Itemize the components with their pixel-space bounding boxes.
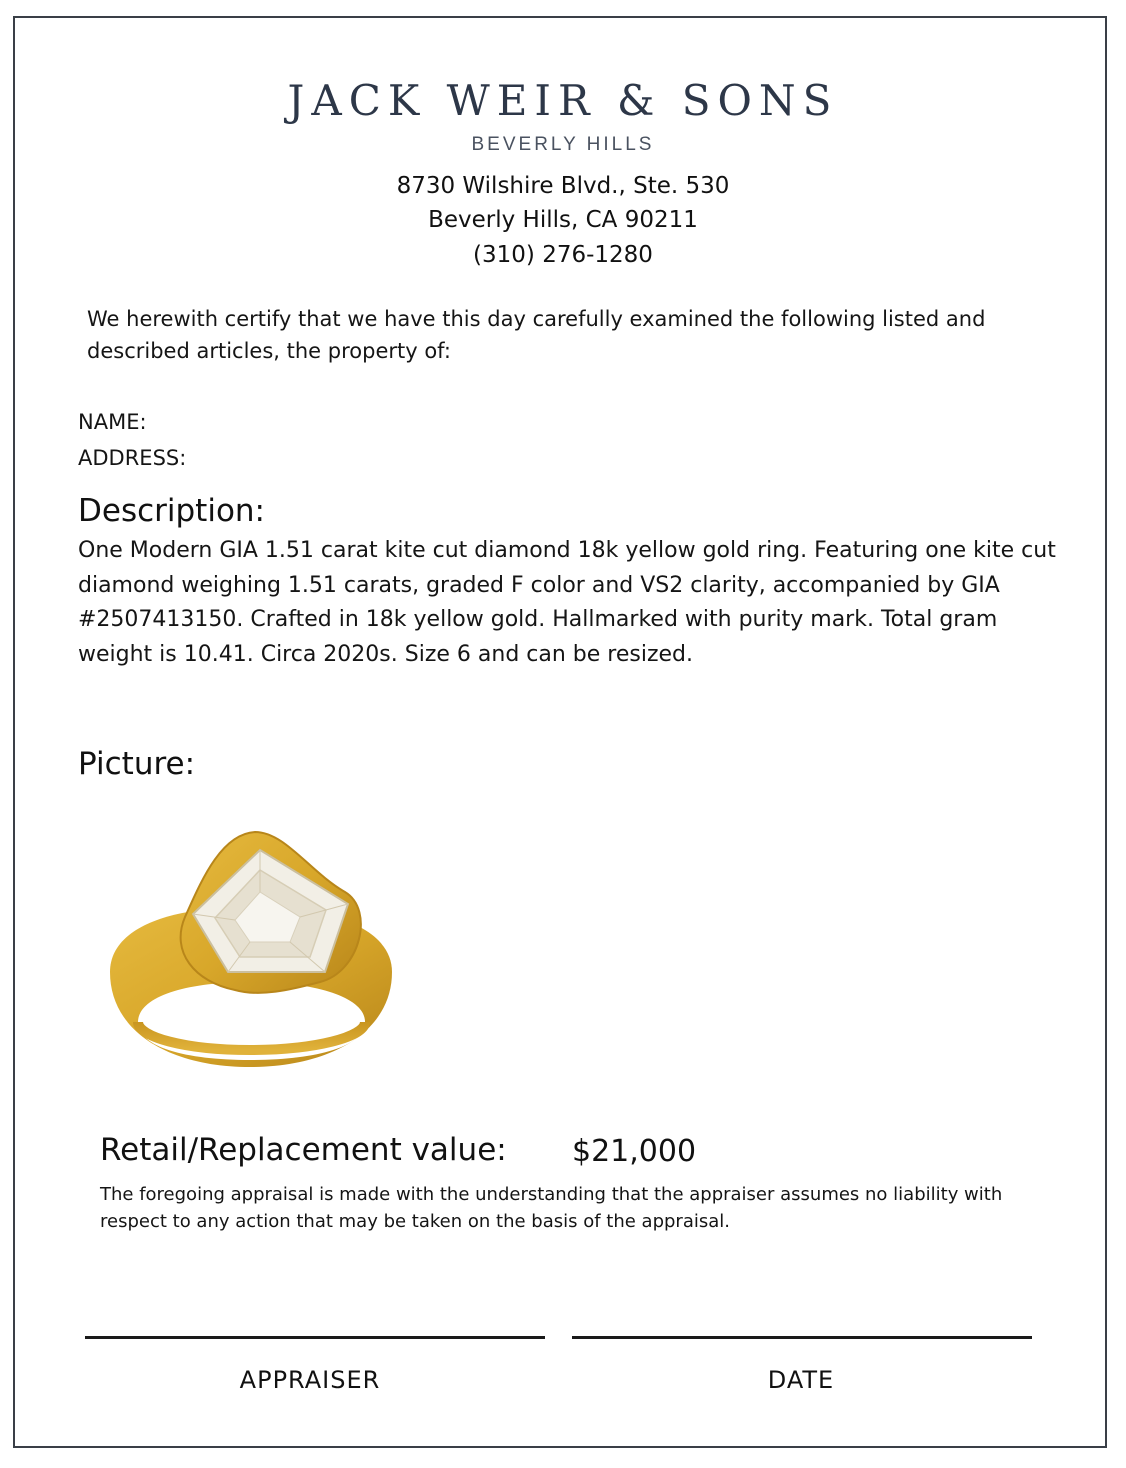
picture-heading: Picture: bbox=[78, 746, 196, 782]
date-label: DATE bbox=[767, 1366, 835, 1394]
name-label: NAME: bbox=[78, 410, 147, 434]
address-line-2: Beverly Hills, CA 90211 bbox=[428, 207, 698, 233]
appraisal-disclaimer: The foregoing appraisal is made with the understanding that the appraiser assumes no liability with respect to any action that may be taken on the basis of the appraisal. bbox=[100, 1184, 1003, 1232]
appraiser-signature-line bbox=[85, 1336, 545, 1339]
description-text: One Modern GIA 1.51 carat kite cut diamond 18k yellow gold ring. Featuring one kite cut diamond weighing 1.51 carats, graded F color and VS2 clarity, accompanied by GIA #2507413150. Crafted in 18k yellow gold. Hallmarked with purity mark. Total gram weight is 10.41. Circa 2020s. Size 6 and can be resized. bbox=[78, 538, 1056, 667]
address-label: ADDRESS: bbox=[78, 446, 187, 470]
date-signature-line bbox=[572, 1336, 1032, 1339]
ring-image bbox=[100, 822, 400, 1078]
certification-statement: We herewith certify that we have this day carefully examined the following listed and described articles, the property of: bbox=[87, 307, 986, 363]
brand-location: BEVERLY HILLS bbox=[471, 134, 655, 155]
description-heading: Description: bbox=[78, 493, 265, 529]
phone-number: (310) 276-1280 bbox=[473, 242, 653, 268]
address-line-1: 8730 Wilshire Blvd., Ste. 530 bbox=[396, 173, 730, 199]
retail-value-amount: $21,000 bbox=[572, 1134, 697, 1169]
appraiser-label: APPRAISER bbox=[239, 1366, 381, 1394]
brand-name: JACK WEIR & SONS bbox=[287, 76, 839, 125]
retail-value-label: Retail/Replacement value: bbox=[100, 1132, 507, 1168]
ring-illustration bbox=[100, 822, 400, 1078]
